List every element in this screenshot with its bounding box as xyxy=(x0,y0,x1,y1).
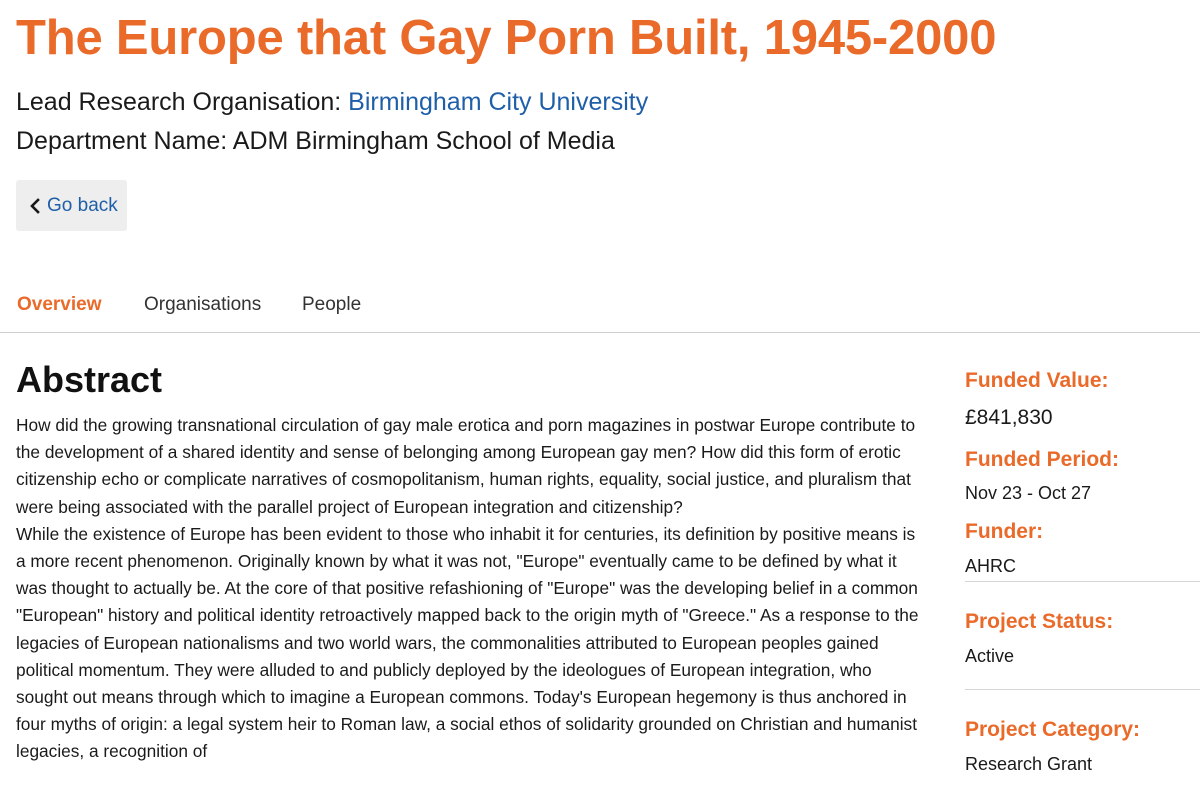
funded-period-label: Funded Period: xyxy=(965,448,1119,471)
funder-label: Funder: xyxy=(965,520,1044,543)
department-label: Department Name: xyxy=(16,127,233,155)
lead-organisation xyxy=(16,86,648,118)
department-name xyxy=(16,125,615,157)
tab-bar xyxy=(0,285,1200,333)
tab-organisations[interactable]: Organisations xyxy=(144,294,262,315)
abstract-paragraph: While the existence of Europe has been evident to those who inhabit it for centuries, its definition by positive means is a more recent phenomenon. Originally known by what it was not, "Europe" eventually came to be defined by what it was thought to actually be. At the core of that positive refashioning of "Europe" was the developing belief in a common "European" history and political identity retroactively mapped back to the origin myth of "Greece." As a response to the legacies of European nationalisms and two world wars, the commonalities attributed to European peoples gained political momentum. They were alluded to and publicly deployed by the ideologues of European integration, who sought out means through which to imagine a European commons. Today's European hegemony is thus anchored in four myths of origin: a legal system heir to Roman law, a social ethos of solidarity grounded on Christian and humanist legacies, a recognition of xyxy=(16,523,919,762)
project-status-label: Project Status: xyxy=(965,610,1114,633)
chevron-left-icon xyxy=(28,197,42,215)
abstract-paragraph: How did the growing transnational circulation of gay male erotica and porn magazines in postwar Europe contribute to the development of a shared identity and sense of belonging among European gay men? How did this form of erotic citizenship echo or complicate narratives of cosmopolitanism, human rights, equality, social justice, and pluralism that were being associated with the parallel project of European integration and citizenship? xyxy=(16,415,916,517)
funded-value-label: Funded Value: xyxy=(965,369,1109,392)
go-back-label: Go back xyxy=(47,194,118,216)
divider xyxy=(965,581,1200,582)
lead-organisation-link[interactable]: Birmingham City University xyxy=(348,88,649,116)
funder-value: AHRC xyxy=(965,556,1017,576)
tab-overview[interactable]: Overview xyxy=(17,294,102,315)
abstract-body xyxy=(16,412,926,766)
tab-people[interactable]: People xyxy=(302,294,362,315)
department-value: ADM Birmingham School of Media xyxy=(232,127,615,155)
project-status-value: Active xyxy=(965,646,1015,666)
divider xyxy=(965,689,1200,690)
page-title: The Europe that Gay Porn Built, 1945-2000 xyxy=(16,11,997,65)
project-category-value: Research Grant xyxy=(965,754,1093,774)
lead-organisation-label: Lead Research Organisation: xyxy=(16,88,349,116)
project-category-label: Project Category: xyxy=(965,718,1141,741)
abstract-heading: Abstract xyxy=(16,359,163,400)
funded-period: Nov 23 - Oct 27 xyxy=(965,483,1092,503)
go-back-button[interactable] xyxy=(16,180,127,231)
funded-value: £841,830 xyxy=(965,406,1053,429)
